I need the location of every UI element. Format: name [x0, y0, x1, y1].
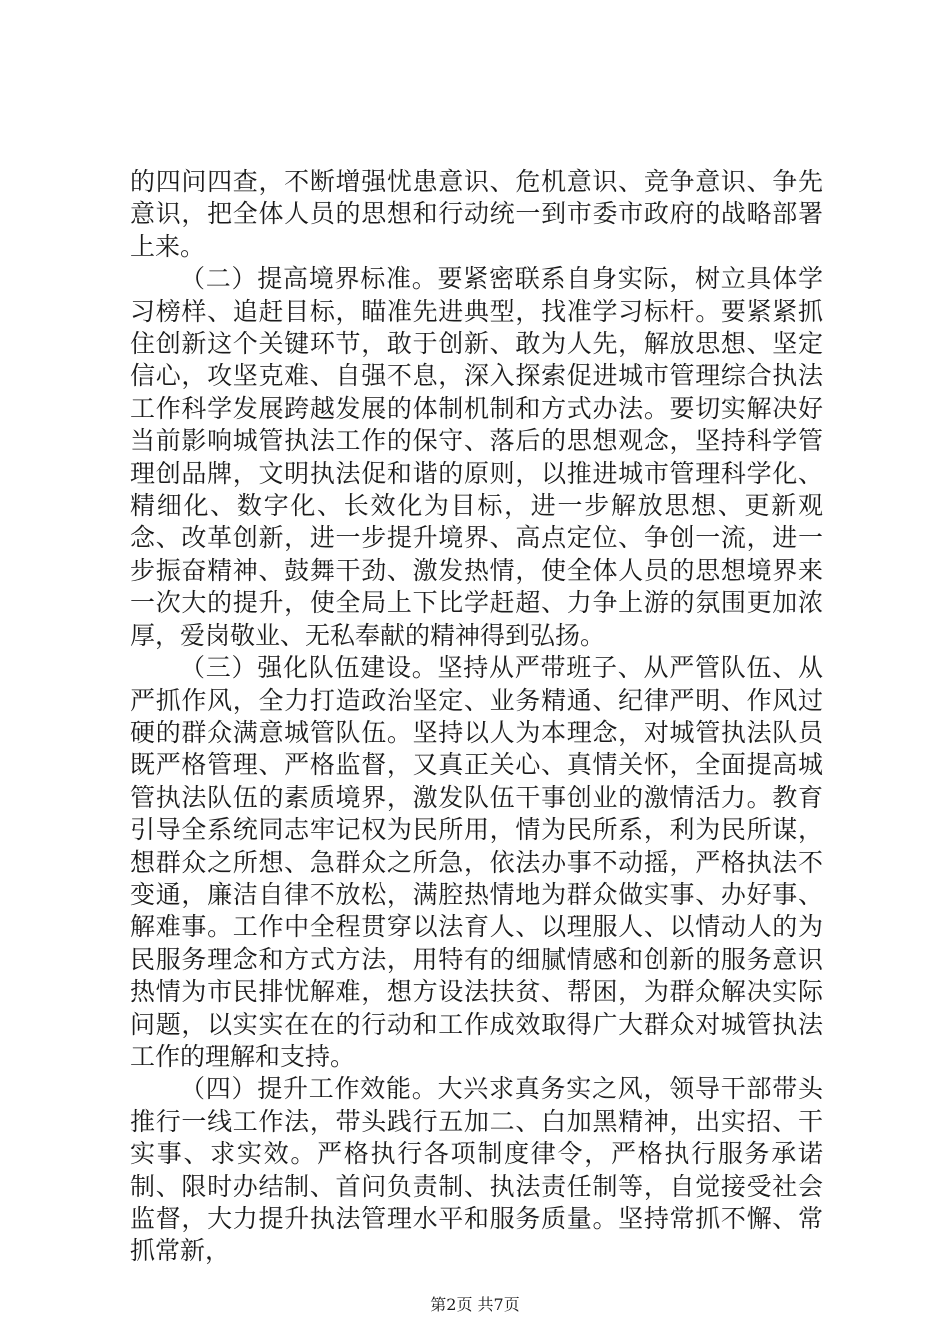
paragraph-raise-standards: （二）提高境界标准。要紧密联系自身实际，树立具体学习榜样、追赶目标，瞄准先进典型，找准学习标杆。要紧紧抓住创新这个关键环节，敢于创新、敢为人先，解放思想、坚定信心，攻坚克难、自强不息，深入探索促进城市管理综合执法工作科学发展跨越发展的体制机制和方式办法。要切实解决好当前影响城管执法工作的保守、落后的思想观念，坚持科学管理创品牌，文明执法促和谐的原则，以推进城市管理科学化、精细化、数字化、长效化为目标，进一步解放思想、更新观念、改革创新，进一步提升境界、高点定位、争创一流，进一步振奋精神、鼓舞干劲、激发热情，使全体人员的思想境界来一次大的提升，使全局上下比学赶超、力争上游的氛围更加浓厚，爱岗敬业、无私奉献的精神得到弘扬。: [130, 264, 823, 650]
paragraph-team-building: （三）强化队伍建设。坚持从严带班子、从严管队伍、从严抓作风，全力打造政治坚定、业务精通、纪律严明、作风过硬的群众满意城管队伍。坚持以人为本理念，对城管执法队员既严格管理、严格监督，又真正关心、真情关怀，全面提高城管执法队伍的素质境界，激发队伍干事创业的激情活力。教育引导全系统同志牢记权为民所用，情为民所系，利为民所谋，想群众之所想、急群众之所急，依法办事不动摇，严格执法不变通，廉洁自律不放松，满腔热情地为群众做实事、办好事、解难事。工作中全程贯穿以法育人、以理服人、以情动人的为民服务理念和方式方法，用特有的细腻情感和创新的服务意识热情为市民排忧解难，想方设法扶贫、帮困，为群众解决实际问题，以实实在在的行动和工作成效取得广大群众对城管执法工作的理解和支持。: [130, 653, 823, 1071]
document-body: [130, 166, 823, 1268]
paragraph-work-efficiency: （四）提升工作效能。大兴求真务实之风，领导干部带头推行一线工作法，带头践行五加二、白加黑精神，出实招、干实事、求实效。严格执行各项制度律令，严格执行服务承诺制、限时办结制、首问负责制、执法责任制等，自觉接受社会监督，大力提升执法管理水平和服务质量。坚持常抓不懈、常抓常新，: [130, 1074, 823, 1266]
paragraph-continuation: 的四问四查，不断增强忧患意识、危机意识、竞争意识、争先意识，把全体人员的思想和行动统一到市委市政府的战略部署上来。: [130, 167, 823, 261]
page-number-footer: 第2页 共7页: [430, 1295, 520, 1314]
